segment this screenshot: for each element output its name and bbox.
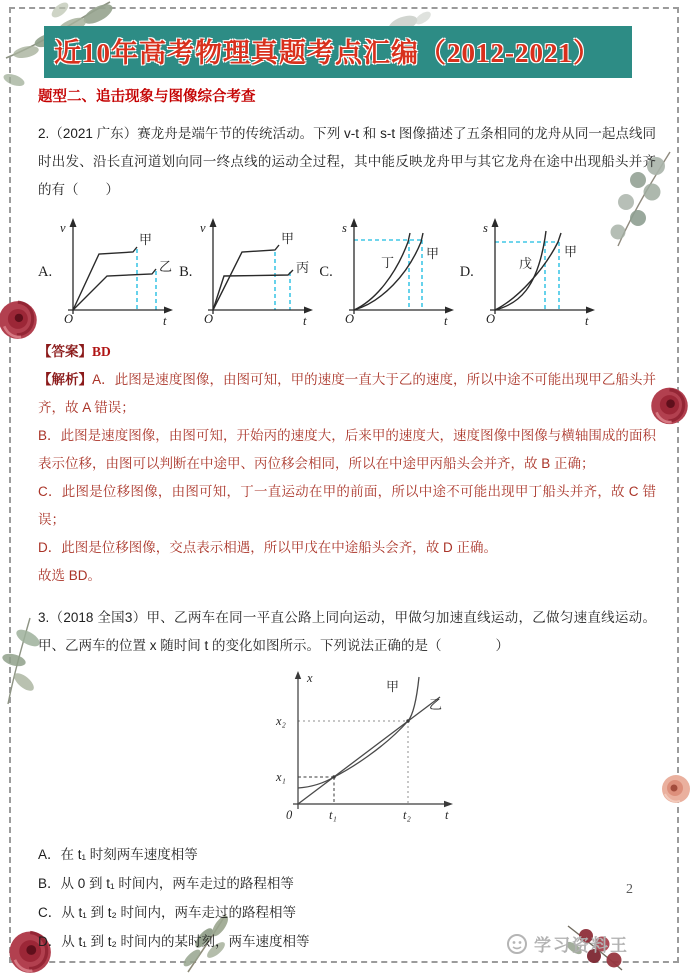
- q2-options-row: [38, 212, 656, 332]
- q2-graph-b: [193, 212, 319, 332]
- graph-a-origin-label: O: [64, 312, 74, 326]
- mascot-icon: [506, 933, 528, 955]
- q3-xaxis-label: t: [445, 808, 449, 822]
- graph-d-xaxis-label: t: [584, 314, 589, 328]
- graph-b-curve1-label: 甲: [281, 231, 295, 246]
- page-number: 2: [626, 882, 633, 897]
- watermark-text: 学习资料王: [534, 936, 629, 955]
- q3-option-a: A．在 t₁ 时刻两车速度相等: [38, 847, 198, 862]
- q3-curve-yi-label: 乙: [429, 697, 443, 712]
- graph-a-curve2-label: 乙: [159, 259, 173, 274]
- q3-graph: [250, 664, 465, 826]
- q2-graph-c: [334, 212, 460, 332]
- graph-c-curve1-label: 丁: [380, 255, 394, 270]
- left-rose-decoration: [0, 292, 42, 348]
- q3-origin-label: 0: [286, 808, 293, 822]
- q3-stem: 3.（2018 全国3）甲、乙两车在同一平直公路上同向运动，甲做匀加速直线运动，乙做匀速直线运动。甲、乙两车的位置 x 随时间 t 的变化如图所示。下列说法正确的是（ ）: [38, 610, 656, 653]
- q3-option-c: C．从 t₁ 到 t₂ 时间内，两车走过的路程相等: [38, 905, 297, 920]
- graph-a-xaxis-label: t: [163, 314, 167, 328]
- graph-c-yaxis-label: s: [341, 221, 347, 235]
- q2-analysis-b: B．此图是速度图像，由图可知，开始丙的速度大，后来甲的速度大，速度图像中图像与横轴围成的面积表示位移，由图可以判断在中途甲、丙位移会相同，所以在中途甲丙船头会并齐，故 B 正确；: [38, 428, 656, 471]
- graph-a-curve1-label: 甲: [139, 232, 153, 247]
- q2-analysis-c: C．此图是位移图像，由图可知，丁一直运动在甲的前面，所以中途不可能出现甲丁船头并齐，故 C 错误；: [38, 484, 656, 527]
- q3-x1-label: x₁: [276, 770, 286, 784]
- q3-t1-label: t₁: [329, 808, 337, 822]
- q2-stem: 2.（2021 广东）赛龙舟是端午节的传统活动。下列 v-t 和 s-t 图像描述了五条相同的龙舟从同一起点线同时出发、沿长直河道划向同一终点线的运动全过程，其中能反映龙舟甲与其它龙舟在途中出现船头并齐的有（ ）: [38, 126, 656, 197]
- q2-option-b: [179, 212, 319, 332]
- graph-c-curve2-label: 甲: [425, 246, 439, 261]
- graph-c-xaxis-label: t: [443, 314, 448, 328]
- q2-analysis-conclusion: 故选 BD。: [38, 568, 102, 583]
- q2-analysis-a: [38, 366, 656, 422]
- graph-d-curve2-label: 甲: [563, 244, 577, 259]
- option-a-letter: A.: [38, 263, 53, 280]
- graph-a-yaxis-label: v: [60, 221, 66, 235]
- q2-option-c: [319, 212, 459, 332]
- graph-d-origin-label: O: [485, 312, 495, 326]
- option-b-letter: B.: [179, 263, 193, 280]
- graph-c-origin-label: O: [344, 312, 354, 326]
- q2-answer-line: [38, 338, 656, 366]
- q3-x2-label: x₂: [276, 714, 286, 728]
- q3-option-b: B．从 0 到 t₁ 时间内，两车走过的路程相等: [38, 876, 294, 891]
- graph-b-yaxis-label: v: [200, 221, 206, 235]
- document-content: [38, 26, 656, 956]
- graph-b-origin-label: O: [204, 312, 214, 326]
- page-title: 近10年高考物理真题考点汇编（2012-2021）: [44, 26, 632, 78]
- graph-d-yaxis-label: s: [482, 221, 488, 235]
- option-d-letter: D.: [459, 263, 474, 280]
- section-heading: 题型二、追击现象与图像综合考查: [38, 89, 256, 105]
- graph-b-xaxis-label: t: [303, 314, 307, 328]
- analysis-label: 【解析】: [38, 372, 93, 387]
- q2-graph-d: [475, 212, 601, 332]
- answer-value: BD: [92, 344, 111, 359]
- q3-option-d: D．从 t₁ 到 t₂ 时间内的某时刻，两车速度相等: [38, 934, 310, 949]
- q2-graph-a: [53, 212, 179, 332]
- q3-yaxis-label: x: [307, 671, 313, 685]
- q2-option-a: [38, 212, 179, 332]
- right-pink-rose-decoration: [658, 770, 691, 810]
- graph-b-curve2-label: 丙: [296, 260, 310, 275]
- q3-graph-container: [250, 664, 656, 831]
- watermark: [506, 931, 629, 956]
- answer-label: 【答案】: [38, 344, 92, 359]
- option-c-letter: C.: [319, 263, 333, 280]
- graph-d-curve1-label: 戊: [518, 256, 532, 271]
- q3-curve-jia-label: 甲: [386, 679, 400, 694]
- q3-t2-label: t₂: [403, 808, 411, 822]
- q2-analysis-d: D．此图是位移图像，交点表示相遇，所以甲戊在中途船头会齐，故 D 正确。: [38, 540, 497, 555]
- q2-option-d: [460, 212, 601, 332]
- analysis-text-a: A．此图是速度图像，由图可知，甲的速度一直大于乙的速度，所以中途不可能出现甲乙船头并齐，故 A 错误；: [38, 372, 656, 415]
